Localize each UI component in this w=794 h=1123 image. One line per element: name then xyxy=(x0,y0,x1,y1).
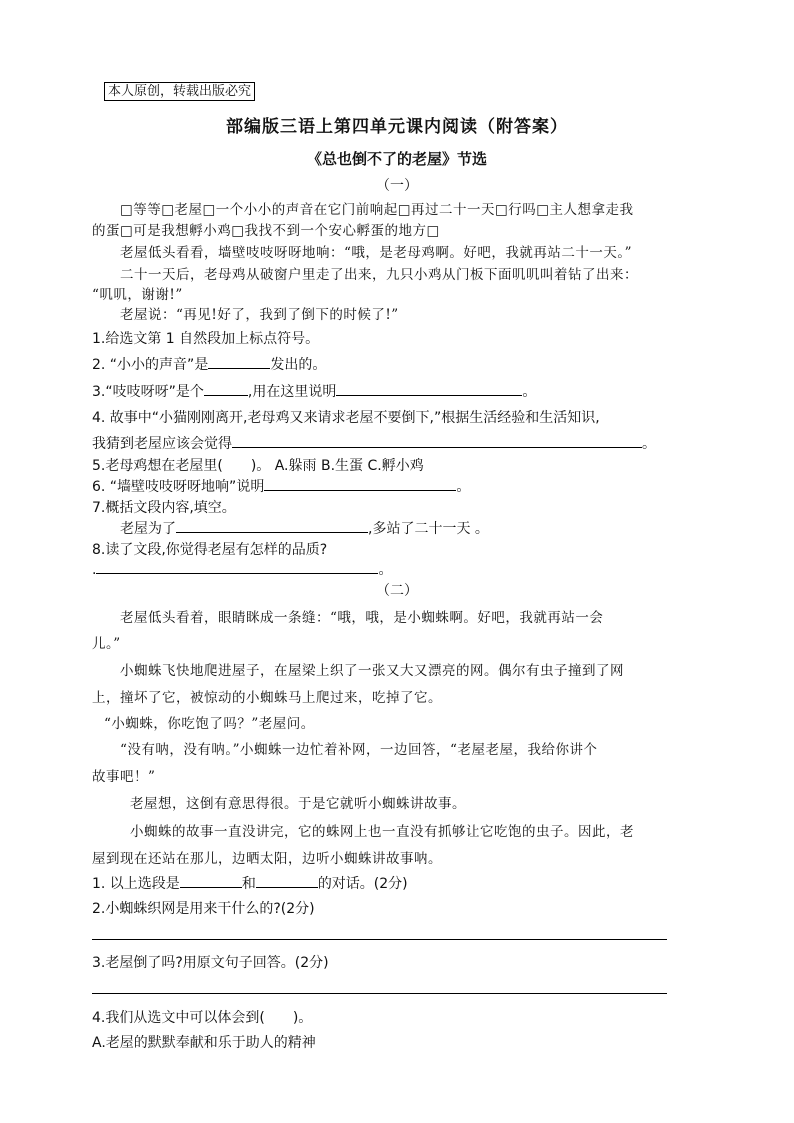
question-text: 发出的。 xyxy=(270,357,327,373)
passage-line: 小蜘蛛飞快地爬进屋子，在屋梁上织了一张又大又漂亮的网。偶尔有虫子撞到了网 xyxy=(120,663,624,679)
question-text: 的对话。(2分) xyxy=(317,876,408,892)
question-text: 6. “墙壁吱吱呀呀地响”说明 xyxy=(92,479,265,495)
question-8-answer-line xyxy=(92,559,704,579)
section-heading-1: （一） xyxy=(376,178,418,194)
passage-line: 屋到现在还站在那儿，边晒太阳，边听小蜘蛛讲故事呐。 xyxy=(92,851,442,867)
passage-line: 的蛋□可是我想孵小鸡□我找不到一个安心孵蛋的地方□ xyxy=(92,223,440,239)
passage-line: 二十一天后，老母鸡从破窗户里走了出来，九只小鸡从门板下面叽叽叫着钻了出来： xyxy=(120,267,638,283)
answer-blank[interactable] xyxy=(204,382,248,396)
question-2 xyxy=(92,354,704,374)
passage-line: 老屋低头看看，墙壁吱吱呀呀地响：“哦，是老母鸡啊。好吧，我就再站二十一天。” xyxy=(120,245,633,261)
question-text: ,用在这里说明 xyxy=(247,384,337,400)
answer-blank[interactable] xyxy=(180,874,242,888)
question-5: 5.老母鸡想在老屋里( )。 A.躲雨 B.生蛋 C.孵小鸡 xyxy=(92,458,424,474)
answer-blank[interactable] xyxy=(208,355,270,369)
question-text: 2. “小小的声音”是 xyxy=(92,357,209,373)
passage-line: 老屋说：“再见!好了，我到了倒下的时候了!” xyxy=(120,307,399,323)
question-text: . xyxy=(92,562,97,578)
passage-line: 上，撞坏了它，被惊动的小蜘蛛马上爬过来，吃掉了它。 xyxy=(92,690,442,706)
question-6 xyxy=(92,476,704,496)
page-title: 部编版三语上第四单元课内阅读（附答案） xyxy=(226,117,568,137)
answer-line[interactable] xyxy=(92,939,667,940)
question-text: 我猜到老屋应该会觉得 xyxy=(92,436,232,452)
question-8: 8.读了文段,你觉得老屋有怎样的品质? xyxy=(92,542,328,558)
question-text: 。 xyxy=(642,436,656,452)
section-heading-2: （二） xyxy=(376,583,418,599)
question-2-2: 2.小蜘蛛织网是用来干什么的?(2分) xyxy=(92,901,315,917)
passage-line: 老屋想，这倒有意思得很。于是它就听小蜘蛛讲故事。 xyxy=(130,796,466,812)
question-1: 1.给选文第 1 自然段加上标点符号。 xyxy=(92,331,320,347)
question-7: 7.概括文段内容,填空。 xyxy=(92,500,236,516)
answer-blank[interactable] xyxy=(264,477,456,491)
question-2-4: 4.我们从选文中可以体会到( )。 xyxy=(92,1010,313,1026)
question-2-3: 3.老屋倒了吗?用原文句子回答。(2分) xyxy=(92,955,329,971)
passage-line: “没有呐，没有呐。”小蜘蛛一边忙着补网，一边回答，“老屋老屋，我给你讲个 xyxy=(120,742,598,758)
question-text: 老屋为了 xyxy=(120,521,176,537)
question-text: 。 xyxy=(378,562,393,578)
passage-line: “叽叽，谢谢!” xyxy=(92,287,183,303)
copyright-stamp: 本人原创，转载出版必究 xyxy=(104,82,255,101)
question-text: 。 xyxy=(522,384,537,400)
passage-line: 儿。” xyxy=(92,636,121,652)
answer-blank[interactable] xyxy=(176,519,368,533)
question-text: 1. 以上选段是 xyxy=(92,876,180,892)
passage-line: 小蜘蛛的故事一直没讲完，它的蛛网上也一直没有抓够让它吃饱的虫子。因此，老 xyxy=(130,824,634,840)
answer-blank[interactable] xyxy=(232,434,642,448)
question-text: 和 xyxy=(241,876,256,892)
answer-blank[interactable] xyxy=(96,560,378,574)
passage-line: “小蜘蛛，你吃饱了吗？”老屋问。 xyxy=(104,716,315,732)
question-7-blank-line xyxy=(120,518,704,538)
option-a: A.老屋的默默奉献和乐于助人的精神 xyxy=(92,1035,316,1051)
question-2-1 xyxy=(92,873,704,893)
question-text: 。 xyxy=(456,479,471,495)
question-4: 4. 故事中“小猫刚刚离开,老母鸡又来请求老屋不要倒下,”根据生活经验和生活知识, xyxy=(92,410,600,426)
passage-line: □等等□老屋□一个小小的声音在它门前响起□再过二十一天□行吗□主人想拿走我 xyxy=(120,202,634,218)
answer-blank[interactable] xyxy=(256,874,318,888)
answer-blank[interactable] xyxy=(336,382,522,396)
question-4-continued xyxy=(92,433,704,453)
answer-line[interactable] xyxy=(92,993,667,994)
passage-title: 《总也倒不了的老屋》节选 xyxy=(306,150,487,168)
question-text: 3.“吱吱呀呀”是个 xyxy=(92,384,204,400)
passage-line: 故事吧！” xyxy=(92,769,156,785)
passage-line: 老屋低头看着，眼睛眯成一条缝：“哦，哦，是小蜘蛛啊。好吧，我就再站一会 xyxy=(120,610,604,626)
question-3 xyxy=(92,381,704,401)
question-text: ,多站了二十一天 。 xyxy=(368,521,489,537)
